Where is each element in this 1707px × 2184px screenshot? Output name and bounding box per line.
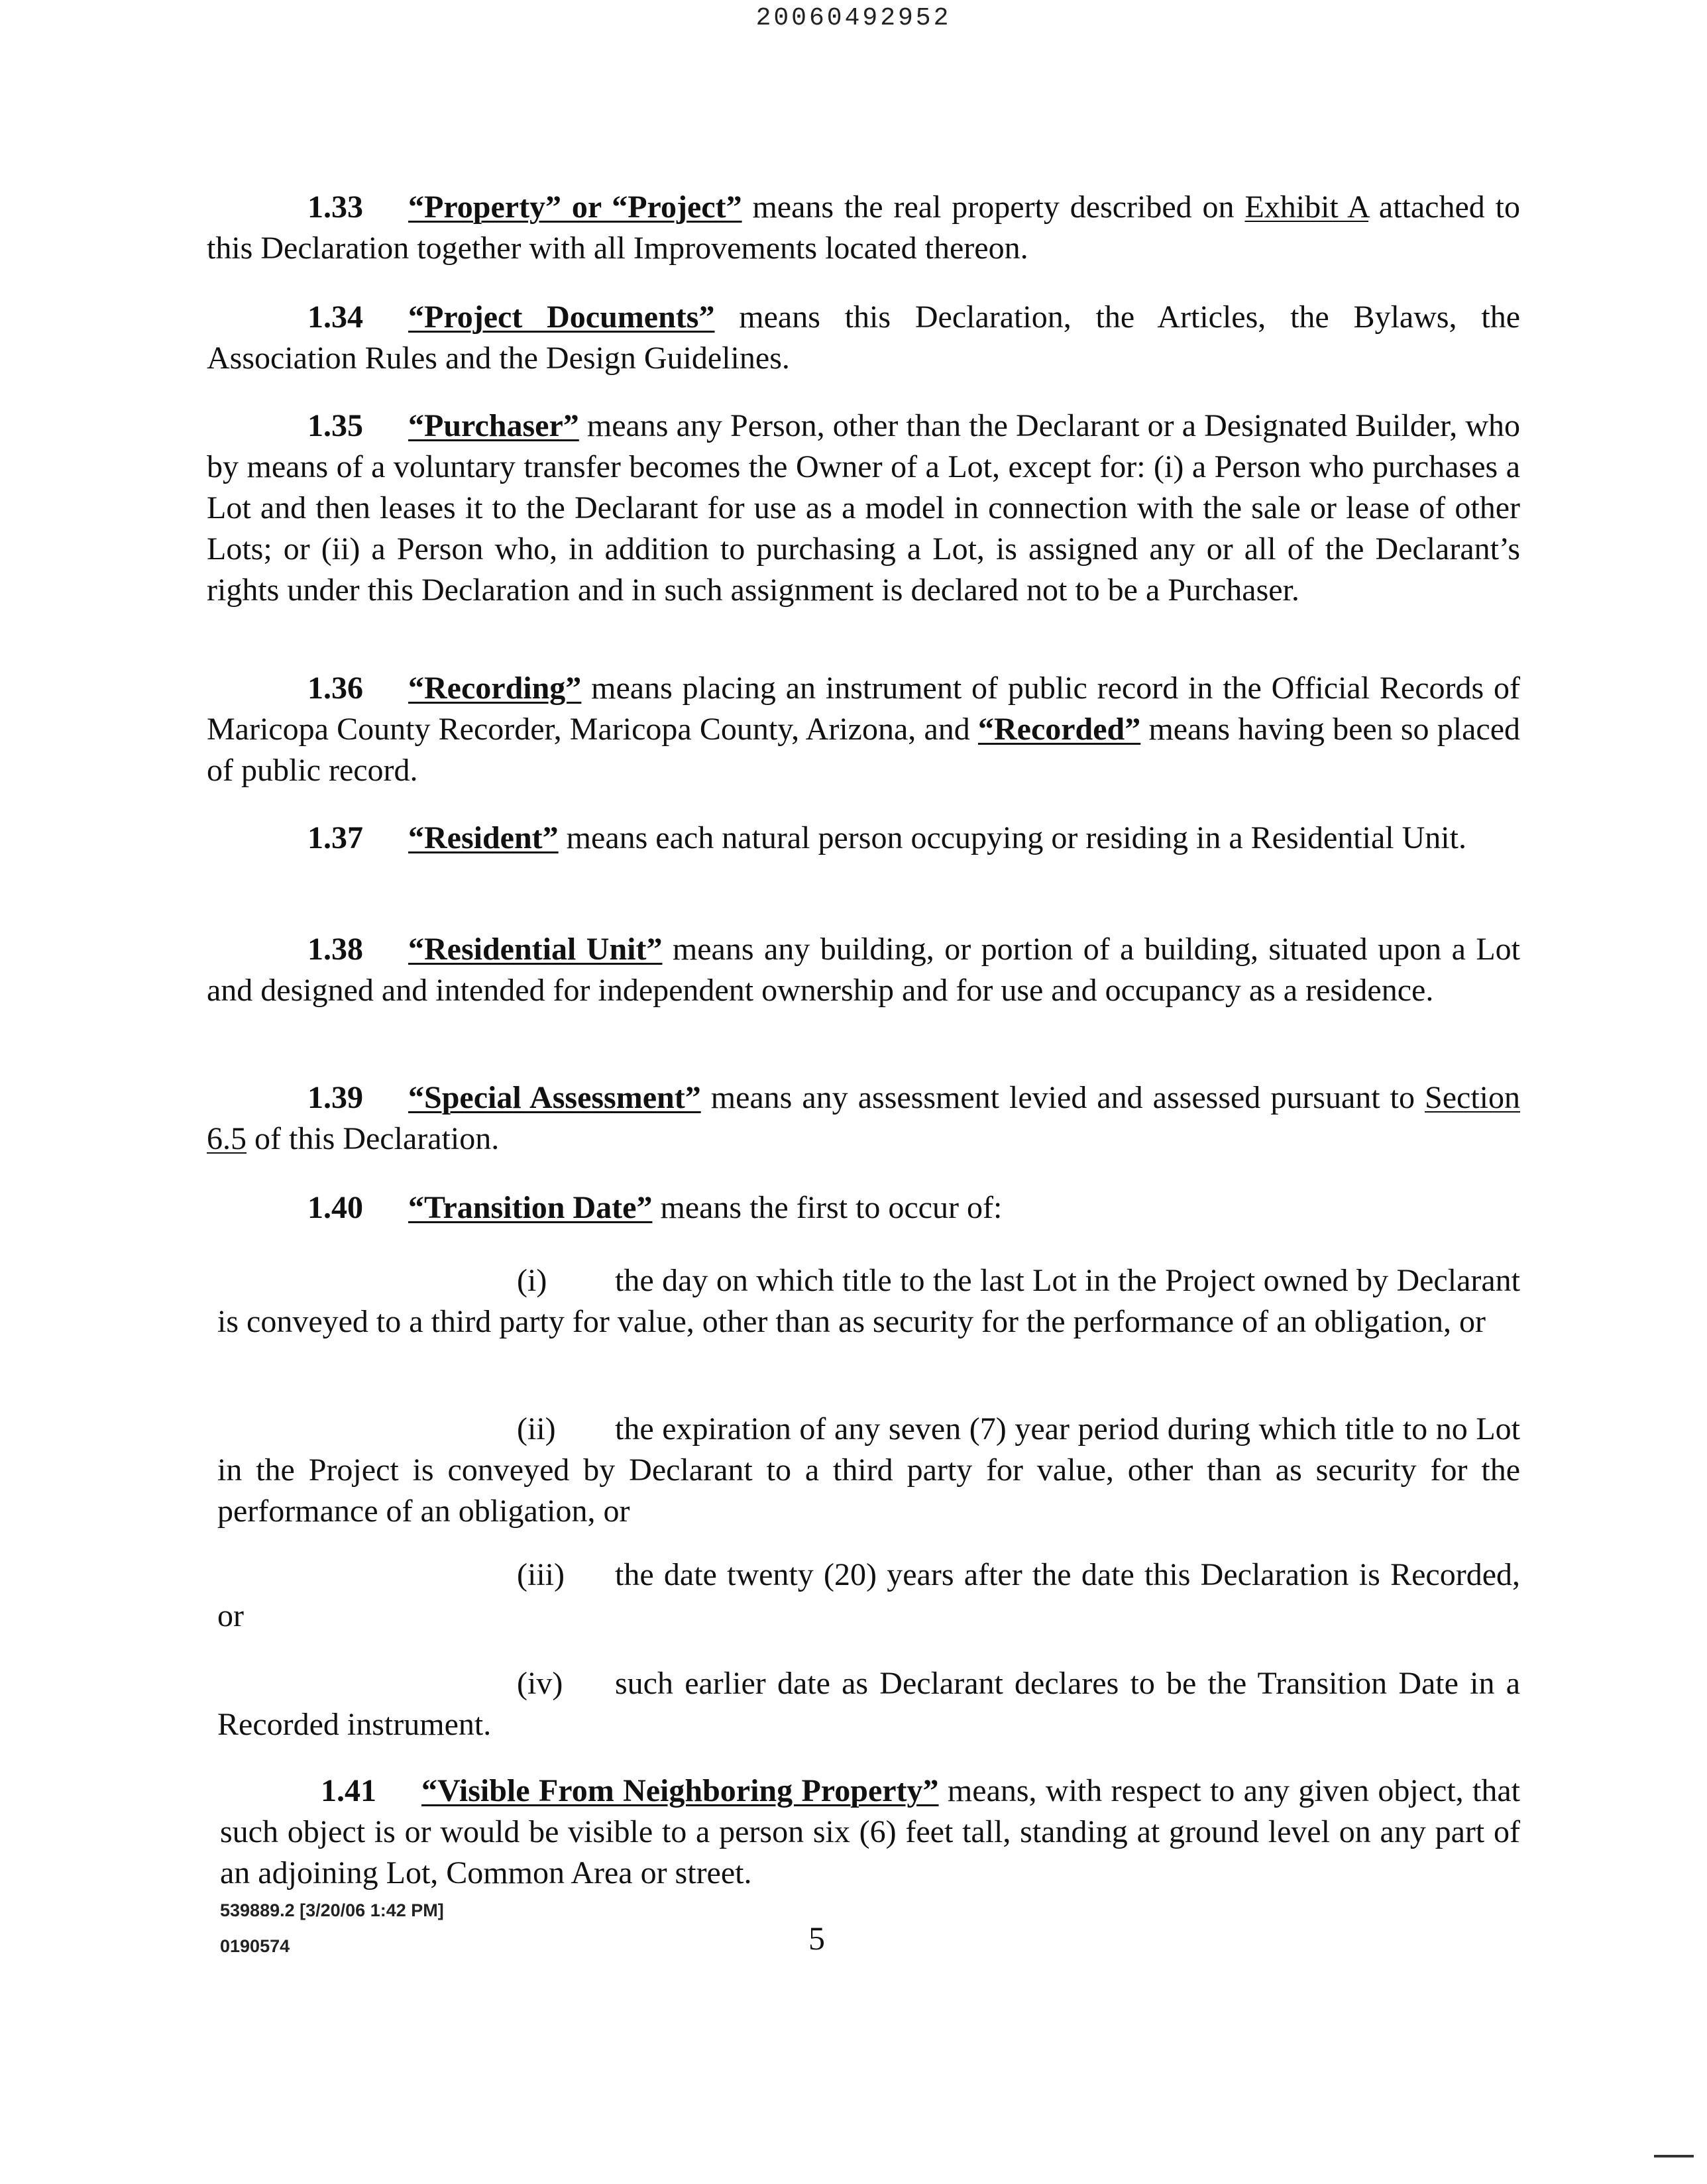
transition-item-iii [217,1555,1520,1637]
defined-term: “Property” or “Project” [408,190,742,225]
section-number: 1.39 [307,1080,363,1115]
defined-term: “Special Assessment” [408,1080,701,1115]
transition-item-i [217,1260,1520,1342]
page-number: 5 [808,1920,825,1957]
definition-1-38 [207,929,1520,1011]
item-text: the expiration of any seven (7) year period during which title to no Lot in the Project is conveyed by Declarant to a third party for value, other than as security for the performance of an obligation, or [217,1411,1520,1529]
definition-text: means any building, or portion of a building, situated upon a Lot and designed and intended for independent ownership and for use and occupancy as a residence. [207,932,1520,1008]
definition-text: attached to this Declaration together with all Improvements located thereon. [207,190,1520,266]
item-text: the day on which title to the last Lot in the Project owned by Declarant is conveyed to a third party for value, other than as security for the performance of an obligation, or [217,1263,1520,1339]
transition-item-ii [217,1409,1520,1532]
definition-1-35 [207,406,1520,611]
defined-term: “Recording” [408,671,582,706]
definition-1-33 [207,187,1520,269]
defined-term: “Visible From Neighboring Property” [421,1773,939,1808]
definition-1-36 [207,668,1520,791]
definition-text: means having been so placed of public record. [207,712,1520,788]
defined-term: “Residential Unit” [408,932,663,967]
definition-1-39 [207,1077,1520,1160]
definition-text: means the first to occur of: [652,1190,1003,1225]
definition-text: means, with respect to any given object, that such object is or would be visible to a person six (6) feet tall, standing at ground level on any part of an adjoining Lot, Common Area or street. [220,1773,1521,1890]
item-text: the date twenty (20) years after the date this Declaration is Recorded, or [217,1557,1520,1633]
item-text: such earlier date as Declarant declares to be the Transition Date in a Recorded instrument. [217,1666,1520,1742]
item-marker: (ii) [517,1411,556,1447]
document-number: 20060492952 [755,4,952,32]
definition-text: of this Declaration. [247,1121,500,1156]
item-marker: (i) [517,1263,547,1298]
definition-1-40 [207,1187,1520,1228]
definition-text: means placing an instrument of public record in the Official Records of Maricopa County Recorder, Maricopa County, Arizona, and [207,671,1520,747]
exhibit-reference: Exhibit A [1244,190,1369,225]
section-number: 1.34 [307,300,363,335]
section-number: 1.40 [307,1190,363,1225]
item-marker: (iii) [517,1557,565,1592]
defined-term-recorded: “Recorded” [977,712,1141,747]
transition-item-iv [217,1663,1520,1745]
section-number: 1.38 [307,932,363,967]
section-number: 1.33 [307,190,363,225]
section-number: 1.41 [321,1773,376,1808]
item-marker: (iv) [517,1666,563,1701]
definition-text: means the real property described on [742,190,1245,225]
defined-term: “Transition Date” [408,1190,653,1225]
scan-mark [1654,2155,1694,2157]
footer-document-id: 539889.2 [3/20/06 1:42 PM] [220,1900,444,1920]
section-number: 1.35 [307,408,363,443]
section-reference: Section 6.5 [207,1080,1520,1156]
footer-client-id: 0190574 [220,1936,290,1956]
definition-text: means any assessment levied and assessed pursuant to [700,1080,1425,1115]
defined-term: “Purchaser” [408,408,579,443]
section-number: 1.37 [307,820,363,855]
definition-1-37 [207,818,1520,859]
defined-term: “Resident” [408,820,559,855]
definition-text: means any Person, other than the Declarant or a Designated Builder, who by means of a voluntary transfer becomes the Owner of a Lot, except for: (i) a Person who purchases a Lot and then leases it to the Declarant for use as a model in connection with the sale or lease of other Lots; or (ii) a Person who, in addition to purchasing a Lot, is assigned any or all of the Declarant’s rights under this Declaration and in such assignment is declared not to be a Purchaser. [207,408,1520,608]
definition-text: means each natural person occupying or residing in a Residential Unit. [558,820,1466,855]
definition-1-34 [207,297,1520,379]
section-number: 1.36 [307,671,363,706]
definition-text: means this Declaration, the Articles, the Bylaws, the Association Rules and the Design Guidelines. [207,300,1520,376]
definition-1-41 [220,1771,1520,1894]
defined-term: “Project Documents” [408,300,715,335]
